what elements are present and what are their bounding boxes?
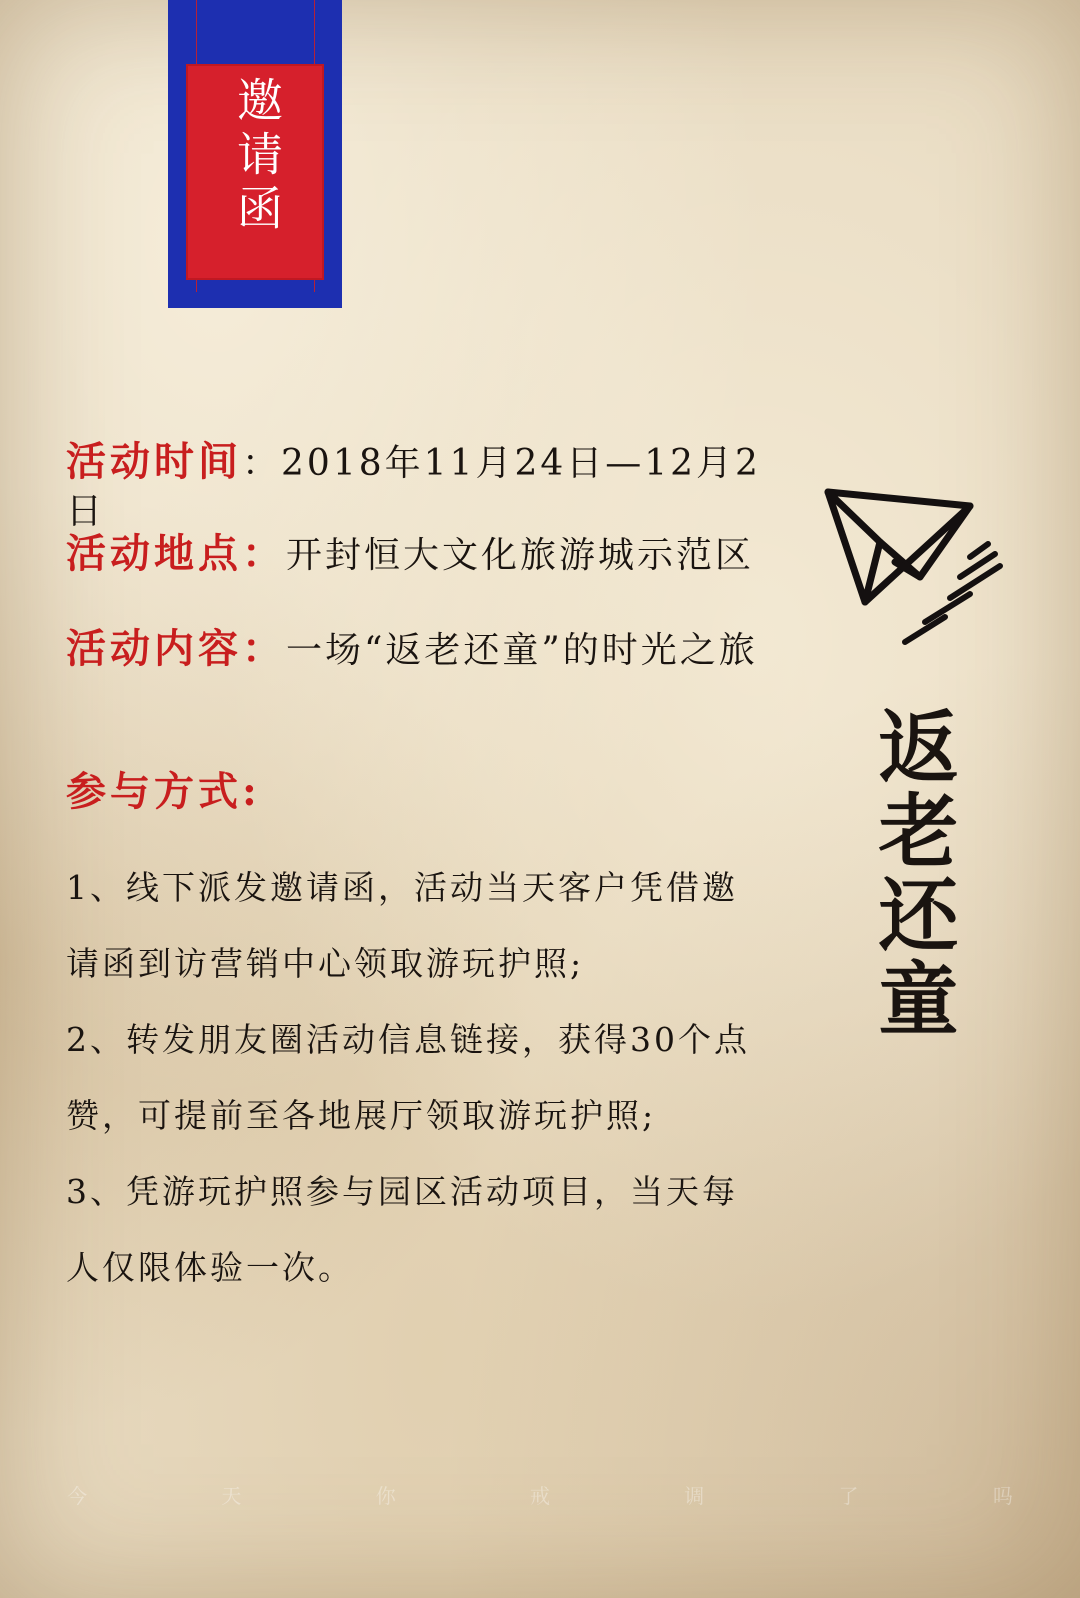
- participation-method-label: 参与方式:: [66, 768, 261, 815]
- faint-char: 吗: [992, 1484, 1013, 1508]
- event-content-row: [66, 624, 766, 676]
- participation-method-list: [66, 850, 766, 1306]
- faint-char: 戒: [529, 1484, 550, 1508]
- list-item: 2、转发朋友圈活动信息链接，获得30个点赞，可提前至各地展厅领取游玩护照;: [66, 1020, 750, 1135]
- faint-char: 今: [67, 1484, 88, 1508]
- participation-method-row: [66, 768, 261, 818]
- event-content-label: 活动内容：: [66, 625, 286, 672]
- event-content-value: 一场“返老还童”的时光之旅: [286, 630, 758, 671]
- event-time-separator: ：: [242, 443, 282, 484]
- faint-footer: [0, 1480, 1080, 1509]
- event-time-label: 活动时间: [66, 438, 242, 485]
- event-place-value: 开封恒大文化旅游城示范区: [286, 535, 755, 576]
- event-time-value: 2018年11月24日—12月2日: [66, 443, 761, 532]
- invitation-banner: [168, 0, 342, 308]
- list-item: 3、凭游玩护照参与园区活动项目，当天每人仅限体验一次。: [66, 1172, 738, 1287]
- list-item: 1、线下派发邀请函，活动当天客户凭借邀请函到访营销中心领取游玩护照;: [66, 868, 738, 983]
- event-time-row: [66, 438, 766, 536]
- banner-red-panel: [186, 64, 324, 280]
- event-place-row: [66, 530, 766, 580]
- faint-char: 调: [684, 1484, 705, 1508]
- paper-plane-icon: [820, 482, 1020, 662]
- faint-char: 了: [838, 1484, 859, 1508]
- side-title: 返老还童: [865, 705, 959, 1041]
- event-place-label: 活动地点：: [66, 530, 286, 577]
- banner-title: 邀请函: [230, 76, 284, 238]
- faint-char: 天: [221, 1484, 242, 1508]
- faint-char: 你: [375, 1484, 396, 1508]
